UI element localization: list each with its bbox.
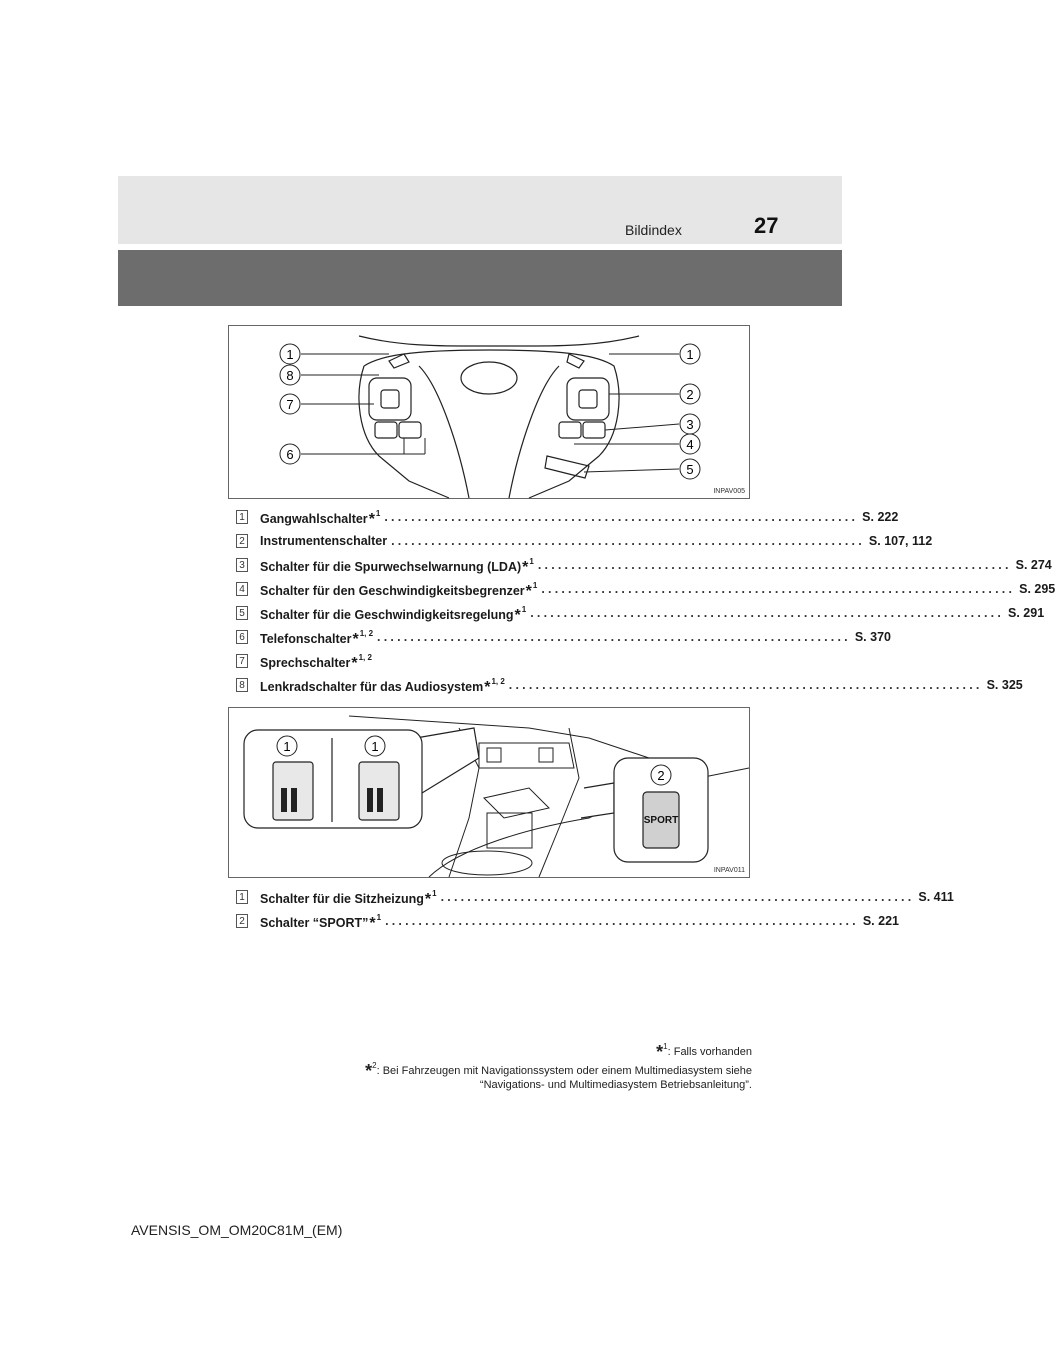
svg-text:1: 1 — [686, 347, 694, 362]
item-number: 2 — [236, 534, 248, 548]
item-label: Instrumentenschalter — [260, 534, 388, 548]
item-label: Schalter für die Geschwindigkeitsregelung*$^1$ — [260, 605, 527, 624]
list-item: 5 Schalter für die Geschwindigkeitsregelung*$^1$ ....................................................................... S. 291 — [236, 601, 726, 625]
item-label: Lenkradschalter für das Audiosystem*$^{1, 2}$ — [260, 677, 505, 696]
list-item: 6 Telefonschalter*$^{1, 2}$ ....................................................................... S. 370 — [236, 625, 726, 649]
item-label: Schalter “SPORT”*$^1$ — [260, 913, 382, 932]
callout-1-left — [280, 344, 300, 364]
svg-text:6: 6 — [286, 447, 294, 462]
svg-text:8: 8 — [286, 368, 294, 383]
list-item: 3 Schalter für die Spurwechselwarnung (LDA)*$^1$ ....................................................................... S. 274 — [236, 553, 726, 577]
svg-text:2: 2 — [657, 768, 665, 783]
footnote-continuation: “Navigations- und Multimediasystem Betriebsanleitung”. — [479, 1079, 752, 1091]
svg-text:1: 1 — [283, 739, 291, 754]
section-title: Bildindex — [625, 222, 682, 238]
center-console-illustration — [229, 708, 749, 877]
page-number: 27 — [754, 213, 779, 238]
page-ref: S. 295 — [1019, 582, 1055, 596]
svg-text:1: 1 — [286, 347, 294, 362]
item-number: 5 — [236, 606, 248, 620]
document-footer: AVENSIS_OM_OM20C81M_(EM) — [131, 1222, 343, 1238]
item-number: 1 — [236, 890, 248, 904]
svg-text:4: 4 — [686, 437, 694, 452]
callout-1-right — [365, 736, 385, 756]
item-number: 8 — [236, 678, 248, 692]
item-label: Schalter für die Sitzheizung*$^1$ — [260, 889, 437, 908]
list-item: 2 Schalter “SPORT”*$^1$ ....................................................................... S. 221 — [236, 909, 726, 933]
steering-wheel-figure — [228, 325, 750, 499]
page-ref: S. 325 — [986, 678, 1023, 692]
figure-code: INPAV011 — [713, 867, 745, 874]
item-number: 4 — [236, 582, 248, 596]
page-ref: S. 274 — [1015, 558, 1052, 572]
page-ref: S. 370 — [854, 630, 891, 644]
page-ref: S. 107, 112 — [868, 534, 933, 548]
page-ref: S. 411 — [918, 890, 954, 904]
footnote: *$^1$: Falls vorhanden — [656, 1042, 752, 1062]
footnotes — [365, 1040, 752, 1092]
item-label: Schalter für den Geschwindigkeitsbegrenzer*$^1$ — [260, 581, 538, 600]
item-number: 2 — [236, 914, 248, 928]
figure-code: INPAV005 — [713, 488, 745, 495]
item-number: 3 — [236, 558, 248, 572]
footnote: *$^2$: Bei Fahrzeugen mit Navigationssystem oder einem Multimediasystem siehe — [365, 1061, 752, 1081]
svg-text:5: 5 — [686, 462, 694, 477]
list-item: 2 Instrumentenschalter ....................................................................... S. 107, 112 — [236, 529, 726, 553]
svg-text:2: 2 — [686, 387, 694, 402]
title-band — [118, 250, 842, 306]
callout-8 — [280, 365, 300, 385]
svg-text:1: 1 — [371, 739, 379, 754]
page-ref: S. 291 — [1008, 606, 1045, 620]
callout-2 — [680, 384, 700, 404]
center-console-figure — [228, 707, 750, 878]
svg-text:3: 3 — [686, 417, 694, 432]
item-label: Telefonschalter*$^{1, 2}$ — [260, 629, 374, 648]
item-number: 7 — [236, 654, 248, 668]
item-label: Schalter für die Spurwechselwarnung (LDA)*$^1$ — [260, 557, 534, 576]
sport-button-label: SPORT — [643, 815, 679, 826]
callout-4 — [680, 434, 700, 454]
list-item: 1 Schalter für die Sitzheizung*$^1$ ....................................................................... S. 411 — [236, 885, 726, 909]
list-item: 4 Schalter für den Geschwindigkeitsbegrenzer*$^1$ ....................................................................... S. 295 — [236, 577, 726, 601]
item-number: 6 — [236, 630, 248, 644]
item-number: 1 — [236, 510, 248, 524]
item-label: Gangwahlschalter*$^1$ — [260, 509, 381, 528]
list-item: 8 Lenkradschalter für das Audiosystem*$^{1, 2}$ ....................................................................... S. 325 — [236, 673, 726, 697]
component-list-2 — [236, 885, 954, 933]
callout-7 — [280, 394, 300, 414]
header-band — [118, 176, 842, 244]
callout-1-left — [277, 736, 297, 756]
component-list-1 — [236, 505, 1055, 697]
callout-6 — [280, 444, 300, 464]
steering-wheel-illustration — [229, 326, 749, 498]
callout-3 — [680, 414, 700, 434]
callout-1-right — [680, 344, 700, 364]
list-item: 1 Gangwahlschalter*$^1$ ....................................................................... S. 222 — [236, 505, 726, 529]
page-ref: S. 221 — [862, 914, 899, 928]
svg-text:7: 7 — [286, 397, 294, 412]
page-ref: S. 222 — [862, 510, 899, 524]
item-label: Sprechschalter*$^{1, 2}$ — [260, 653, 372, 672]
callout-2 — [651, 765, 671, 785]
callout-5 — [680, 459, 700, 479]
